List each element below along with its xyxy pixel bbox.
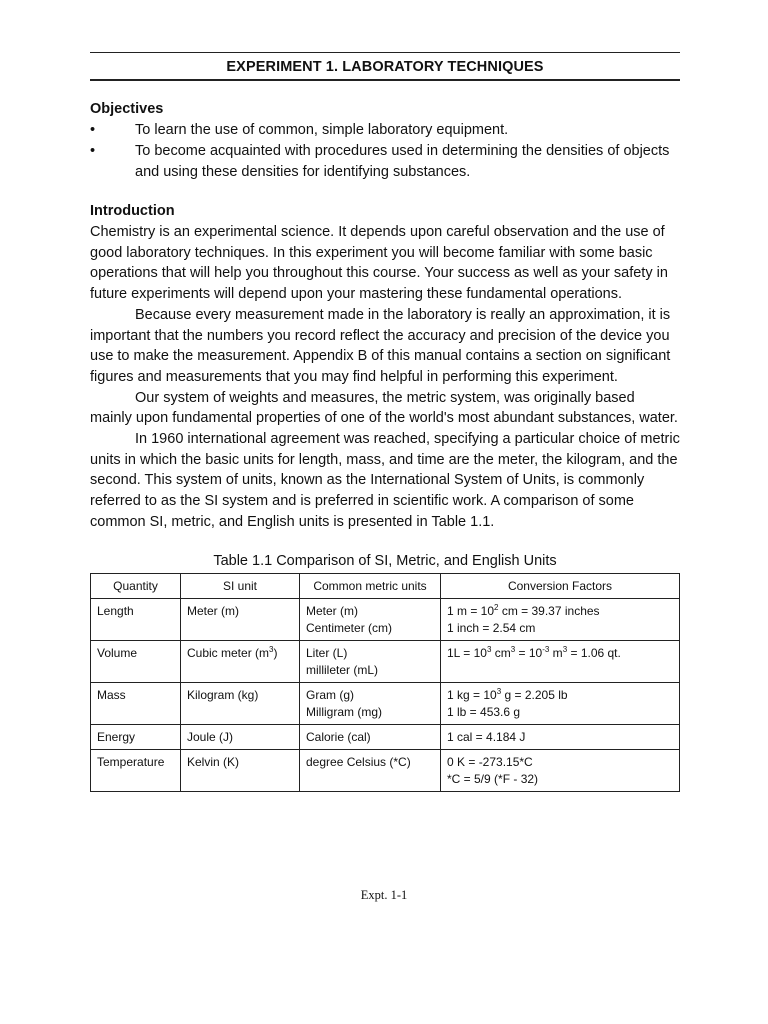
quantity-cell: Energy (91, 724, 181, 749)
conversion-cell (441, 598, 680, 640)
conversion-line: 0 K = -273.15*C (447, 754, 533, 769)
metric-unit: degree Celsius (*C) (306, 754, 411, 769)
page-footer: Expt. 1-1 (360, 888, 408, 902)
intro-paragraph: Chemistry is an experimental science. It depends upon careful observation and the use of good laboratory techniques. In this experiment you will become familiar with some basic operations that will help you throughout this course. Your success as well as your safety in future experiments will depend upon your mastering these fundamental operations. (90, 224, 668, 303)
metric-units-cell (300, 682, 441, 724)
introduction-heading: Introduction (90, 203, 175, 219)
metric-unit: Calorie (cal) (306, 729, 371, 744)
si-unit-cell: Kilogram (kg) (181, 682, 300, 724)
bullet-marker: • (90, 143, 96, 159)
conversion-line: 1 inch = 2.54 cm (447, 620, 536, 635)
column-header-quantity: Quantity (91, 573, 181, 598)
conversion-line: 1 cal = 4.184 J (447, 729, 526, 744)
quantity-cell: Length (91, 598, 181, 640)
title-rule (90, 79, 680, 81)
metric-unit: Gram (g) (306, 687, 354, 702)
intro-paragraph: Because every measurement made in the laboratory is really an approximation, it is important that the numbers you record reflect the accuracy and precision of the device you use to make the measurement. Appendix B of this manual contains a section on significant figures and measurements that you may find helpful in performing this experiment. (90, 306, 671, 385)
table-row (91, 724, 680, 749)
column-header-metric-units: Common metric units (300, 573, 441, 598)
table-row (91, 640, 680, 682)
si-unit-cell: Meter (m) (181, 598, 300, 640)
conversion-line: $1L = 10^3$ $cm^3 = 10^{-3}$ $m^3 = 1.06$ qt. (447, 644, 621, 660)
intro-paragraph: In 1960 international agreement was reached, specifying a particular choice of metric units in which the basic units for length, mass, and time are the meter, the kilogram, and the second. This system of units, known as the International System of Units, is commonly referred to as the SI system and is preferred in scientific work. A comparison of some common SI, metric, and English units is presented in Table 1.1. (90, 431, 680, 530)
si-unit-cell: Joule (J) (181, 724, 300, 749)
objective-item (90, 120, 680, 141)
bullet-marker: • (90, 122, 96, 138)
conversion-cell (441, 749, 680, 791)
conversion-line: 1 $m = 10^2$ cm = 39.37 inches (447, 602, 600, 618)
column-header-conversion: Conversion Factors (441, 573, 680, 598)
metric-unit: millileter (mL) (306, 662, 378, 677)
quantity-cell: Volume (91, 640, 181, 682)
objective-item (90, 141, 680, 183)
metric-units-cell (300, 640, 441, 682)
table-row (91, 682, 680, 724)
quantity-cell: Mass (91, 682, 181, 724)
objective-text: To learn the use of common, simple laboratory equipment. (135, 122, 509, 138)
conversion-cell (441, 682, 680, 724)
objectives-heading: Objectives (90, 101, 164, 117)
metric-unit: Milligram (mg) (306, 704, 382, 719)
conversion-line: *C = 5/9 (*F - 32) (447, 771, 539, 786)
document-page (90, 52, 680, 792)
conversion-cell (441, 724, 680, 749)
conversion-line: 1 kg = $10^3$ g = 2.205 lb (447, 686, 568, 702)
intro-paragraph: Our system of weights and measures, the metric system, was originally based mainly upon fundamental properties of one of the world's most abundant substances, water. (90, 389, 678, 427)
si-unit-cell: Kelvin (K) (181, 749, 300, 791)
metric-unit: Meter (m) (306, 603, 358, 618)
conversion-line: 1 lb = 453.6 g (447, 704, 521, 719)
metric-units-cell (300, 598, 441, 640)
metric-unit: Centimeter (cm) (306, 620, 393, 635)
si-unit-cell: Cubic meter $(m^3)$ (181, 640, 300, 682)
table-row (91, 598, 680, 640)
table-caption: Table 1.1 Comparison of SI, Metric, and English Units (213, 552, 557, 569)
page-title: EXPERIMENT 1. LABORATORY TECHNIQUES (226, 59, 544, 75)
objectives-list (90, 120, 680, 183)
quantity-cell: Temperature (91, 749, 181, 791)
metric-units-cell (300, 749, 441, 791)
objective-text: To become acquainted with procedures used in determining the densities of objects and using these densities for identifying substances. (135, 143, 670, 180)
column-header-si-unit: SI unit (181, 573, 300, 598)
conversion-cell (441, 640, 680, 682)
metric-units-cell (300, 724, 441, 749)
table-row (91, 749, 680, 791)
units-table (90, 573, 680, 792)
table-header-row (91, 573, 680, 598)
metric-unit: Liter (L) (306, 645, 348, 660)
